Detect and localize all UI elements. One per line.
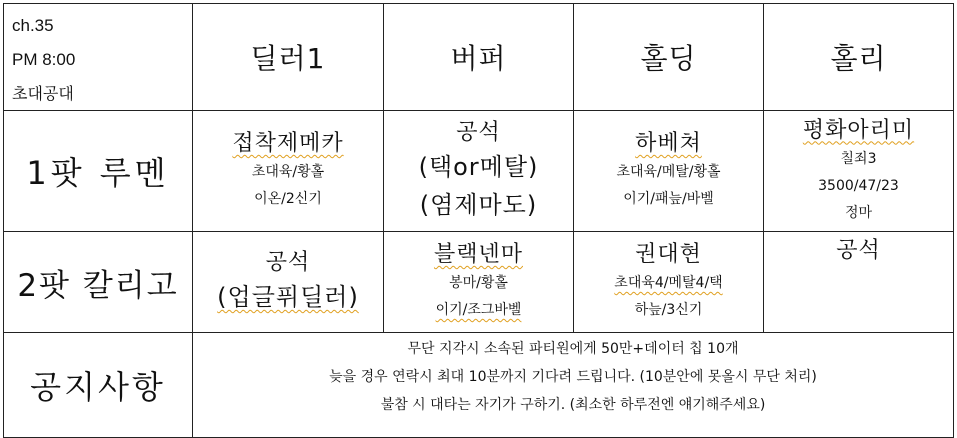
slot-detail: 하늪/3신기 xyxy=(634,302,703,318)
notice-row xyxy=(4,333,954,438)
slot-detail: 칠죄3 xyxy=(840,150,877,167)
party-row-2 xyxy=(4,232,954,333)
slot-detail: 초대육/황홀 xyxy=(251,164,325,180)
time-label: PM 8:00 xyxy=(12,50,76,69)
slot-name: 권대현 xyxy=(635,242,702,267)
channel-label: ch.35 xyxy=(12,16,54,35)
slot-name: 평화아리미 xyxy=(802,117,915,143)
notice-line: 무단 지각시 소속된 파티원에게 50만+데이터 칩 10개 xyxy=(407,341,739,357)
slot-detail: (업글퓌딜러) xyxy=(217,283,359,311)
slot-1-dealer xyxy=(193,111,384,232)
event-info-cell xyxy=(4,4,193,111)
slot-name: 블랙넨마 xyxy=(433,242,523,267)
slot-name: 공석 xyxy=(265,250,311,275)
notice-text-cell xyxy=(193,333,954,438)
slot-detail: 초대육/메탈/황홀 xyxy=(616,164,721,180)
slot-detail: (택or메탈) xyxy=(418,153,539,181)
slot-1-holy xyxy=(764,111,954,232)
header-row xyxy=(4,4,954,111)
column-header-holy: 홀리 xyxy=(764,4,954,111)
slot-detail: 초대육4/메탈4/택 xyxy=(614,275,723,291)
slot-detail: 3500/47/23 xyxy=(818,177,899,194)
slot-detail: 봉마/황홀 xyxy=(449,275,508,291)
slot-detail: 이기/조그바벨 xyxy=(435,302,522,318)
notice-line: 불참 시 대타는 자기가 구하기. (최소한 하루전엔 얘기해주세요) xyxy=(380,397,766,413)
raid-roster-table xyxy=(3,3,954,438)
slot-2-holding xyxy=(574,232,764,333)
notice-line: 늦을 경우 연락시 최대 10분까지 기다려 드립니다. (10분안에 못올시 무단 처리) xyxy=(329,369,817,385)
slot-2-buffer xyxy=(384,232,574,333)
slot-name: 공석 xyxy=(456,120,501,145)
slot-1-holding xyxy=(574,111,764,232)
party-label-2: 2팟 칼리고 xyxy=(4,232,193,333)
notice-label: 공지사항 xyxy=(4,333,193,438)
slot-1-buffer xyxy=(384,111,574,232)
slot-2-dealer xyxy=(193,232,384,333)
roster-sheet xyxy=(3,3,953,431)
column-header-buffer: 버퍼 xyxy=(384,4,574,111)
slot-name: 하베쳐 xyxy=(635,131,702,156)
slot-name: 접착제메카 xyxy=(232,131,344,156)
column-header-dealer: 딜러1 xyxy=(193,4,384,111)
party-row-1 xyxy=(4,111,954,232)
slot-2-holy xyxy=(764,232,954,333)
slot-detail: (염제마도) xyxy=(419,191,538,219)
slot-detail: 이온/2신기 xyxy=(254,191,322,207)
column-header-holding: 홀딩 xyxy=(574,4,764,111)
slot-detail: 이기/패늪/바벨 xyxy=(623,191,714,207)
party-label-1: 1팟 루멘 xyxy=(4,111,193,232)
event-label: 초대공대 xyxy=(12,84,74,103)
slot-name: 공석 xyxy=(836,238,881,263)
slot-detail: 정마 xyxy=(844,204,873,221)
